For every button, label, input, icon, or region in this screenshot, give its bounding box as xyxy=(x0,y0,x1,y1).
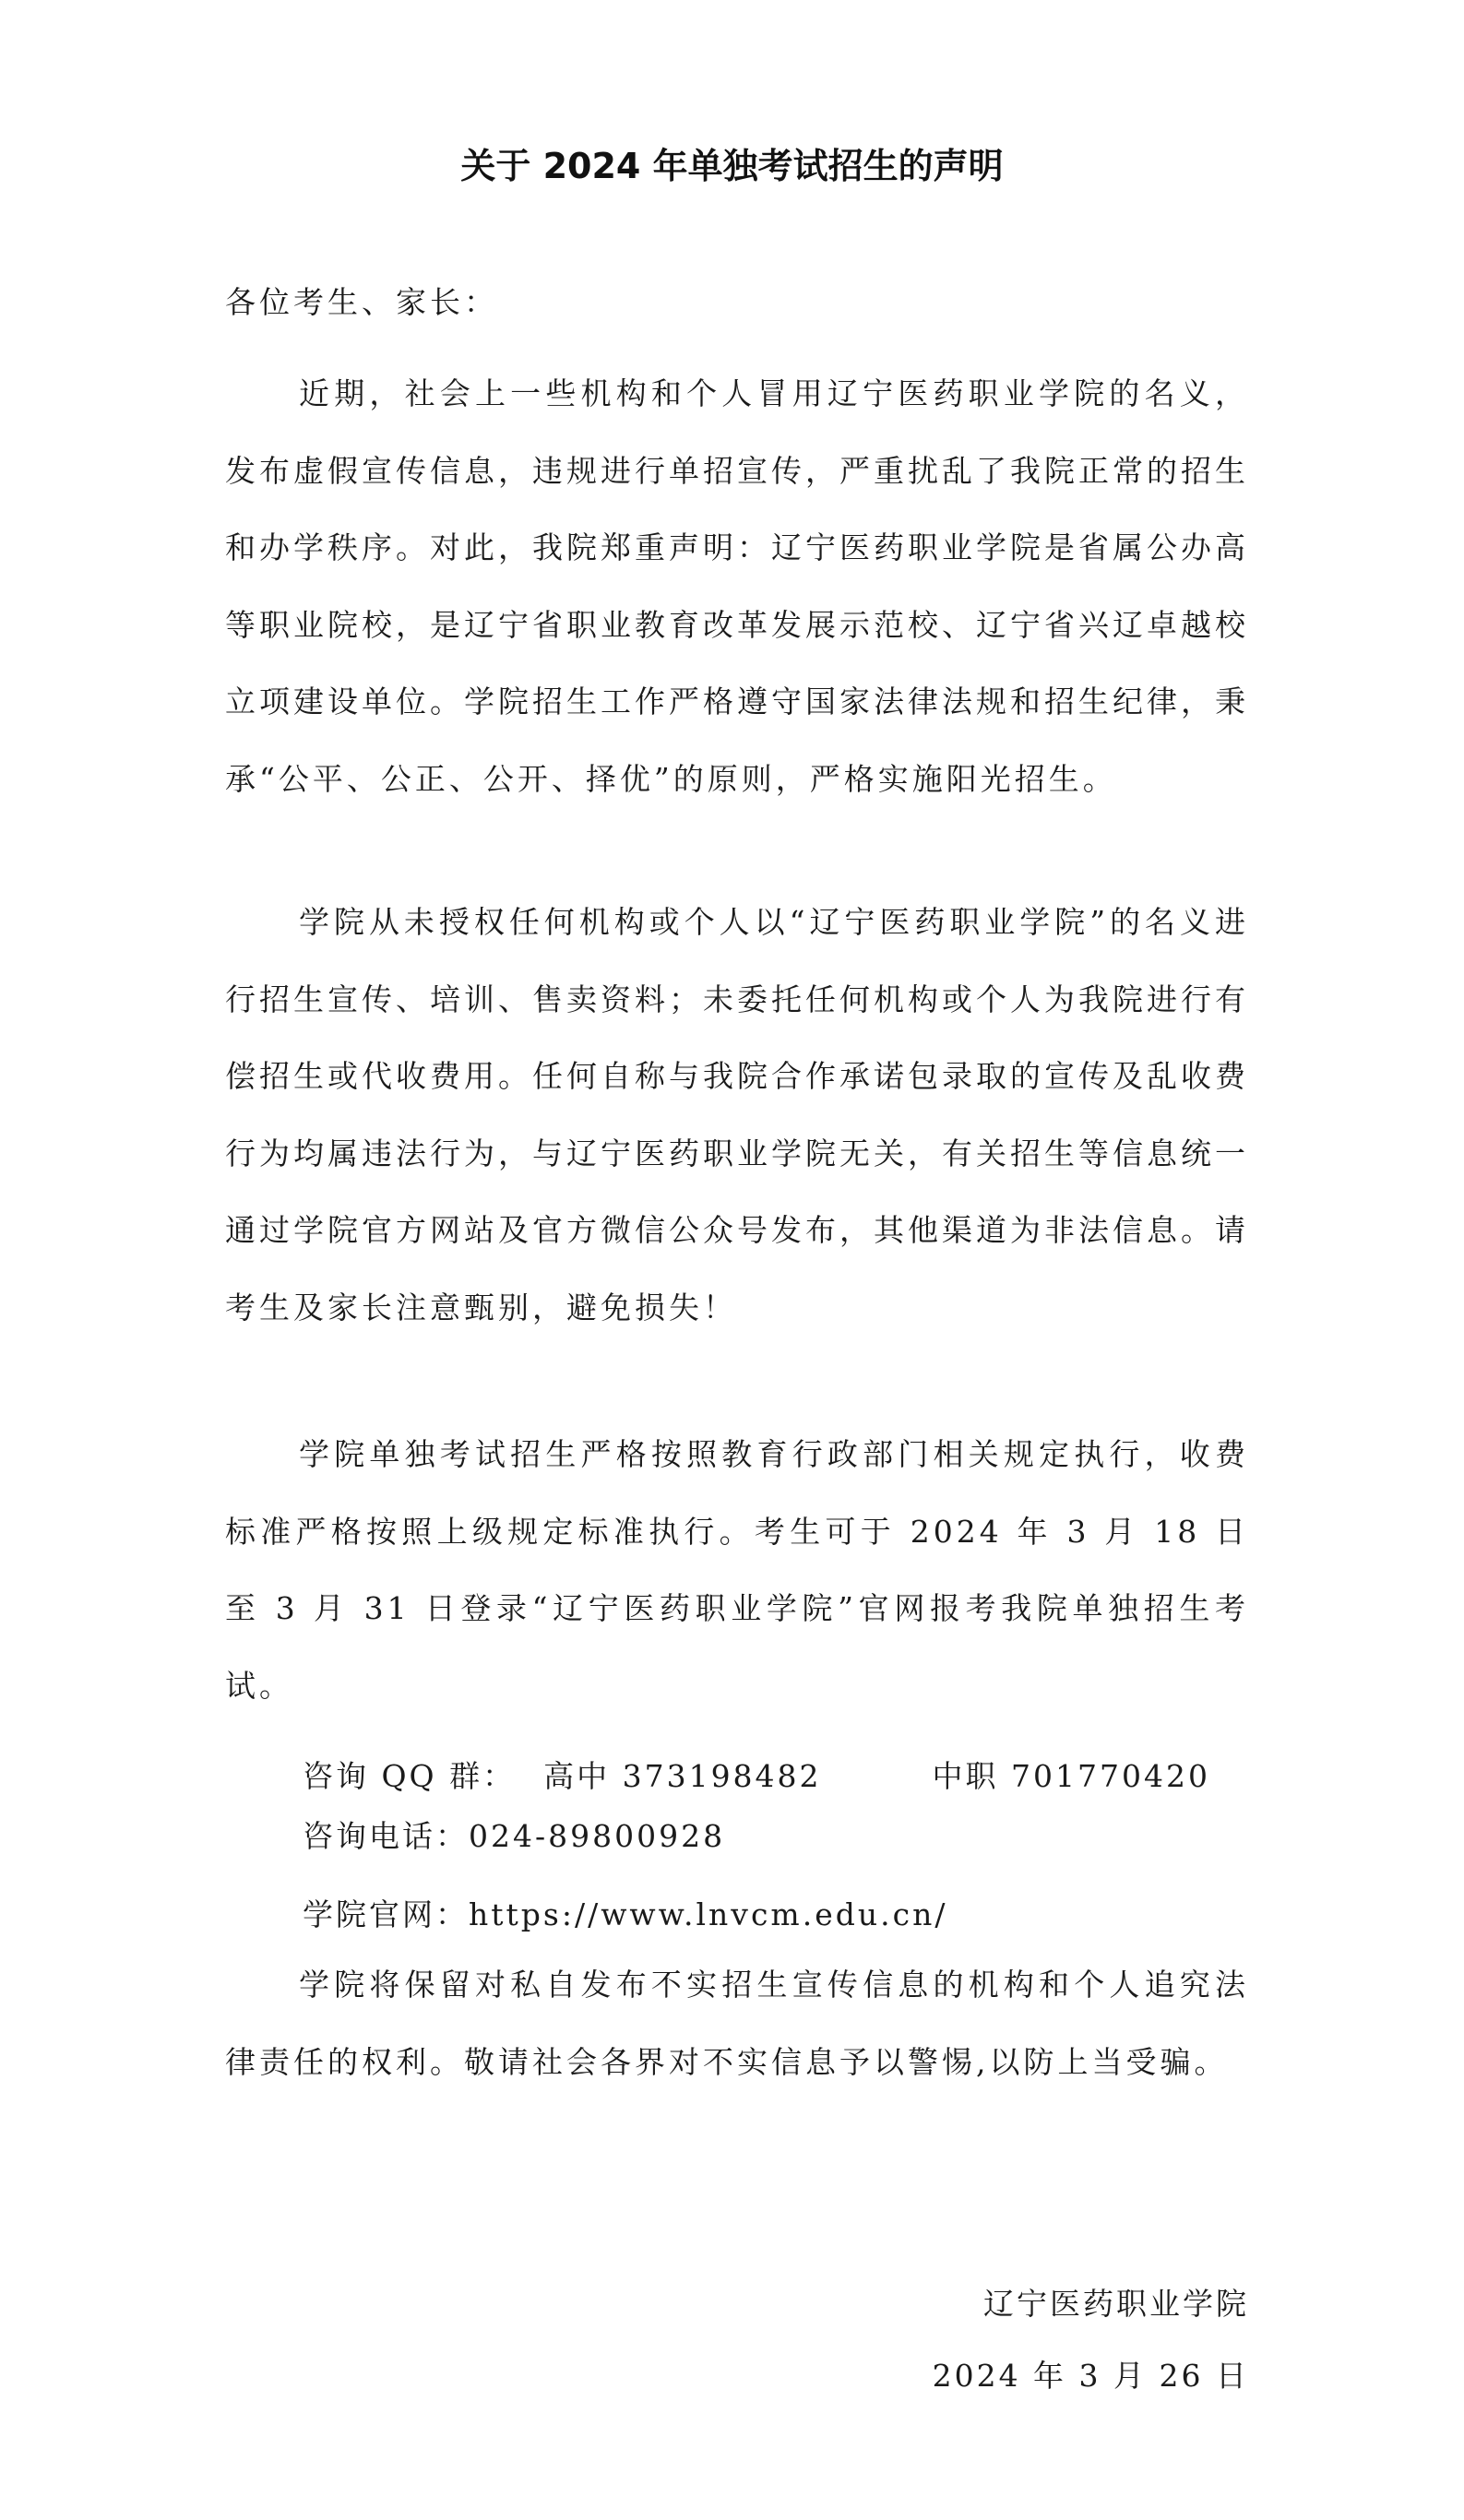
signature-date: 2024 年 3 月 26 日 xyxy=(932,2358,1249,2394)
paragraph-2: 学院从未授权任何机构或个人以“辽宁医药职业学院”的名义进行招生宣传、培训、售卖资料；未委托任何机构或个人为我院进行有偿招生或代收费用。任何自称与我院合作承诺包录取的宣传及乱收费行为均属违法行为，与辽宁医药职业学院无关，有关招生等信息统一通过学院官方网站及官方微信公众号发布，其他渠道为非法信息。请考生及家长注意甄别，避免损失！ xyxy=(225,904,1249,1325)
qq-vocational: 中职 701770420 xyxy=(932,1758,1210,1794)
signature-organization: 辽宁医药职业学院 xyxy=(983,2286,1249,2322)
qq-label: 咨询 QQ 群： xyxy=(303,1758,517,1794)
paragraph-1: 近期，社会上一些机构和个人冒用辽宁医药职业学院的名义，发布虚假宣传信息，违规进行单招宣传，严重扰乱了我院正常的招生和办学秩序。对此，我院郑重声明：辽宁医药职业学院是省属公办高等职业院校，是辽宁省职业教育改革发展示范校、辽宁省兴辽卓越校立项建设单位。学院招生工作严格遵守国家法律法规和招生纪律，秉承“公平、公正、公开、择优”的原则，严格实施阳光招生。 xyxy=(225,375,1249,797)
contact-qq-line xyxy=(303,1751,1210,1802)
paragraph-4: 学院将保留对私自发布不实招生宣传信息的机构和个人追究法律责任的权利。敬请社会各界对不实信息予以警惕,以防上当受骗。 xyxy=(225,1967,1249,2080)
qq-high-school: 高中 373198482 xyxy=(543,1758,822,1794)
salutation: 各位考生、家长： xyxy=(225,284,498,320)
contact-phone-line xyxy=(303,1811,725,1862)
phone-label: 咨询电话： xyxy=(303,1818,469,1854)
phone-number: 024-89800928 xyxy=(469,1818,726,1854)
paragraph-3: 学院单独考试招生严格按照教育行政部门相关规定执行，收费标准严格按照上级规定标准执行。考生可于 2024 年 3 月 18 日至 3 月 31 日登录“辽宁医药职业学院”官网报考我院单独招生考试。 xyxy=(225,1436,1249,1704)
contact-website-line xyxy=(303,1889,947,1941)
website-url: https://www.lnvcm.edu.cn/ xyxy=(469,1896,948,1932)
website-label: 学院官网： xyxy=(303,1896,469,1932)
document-title: 关于 2024 年单独考试招生的声明 xyxy=(460,146,1004,186)
